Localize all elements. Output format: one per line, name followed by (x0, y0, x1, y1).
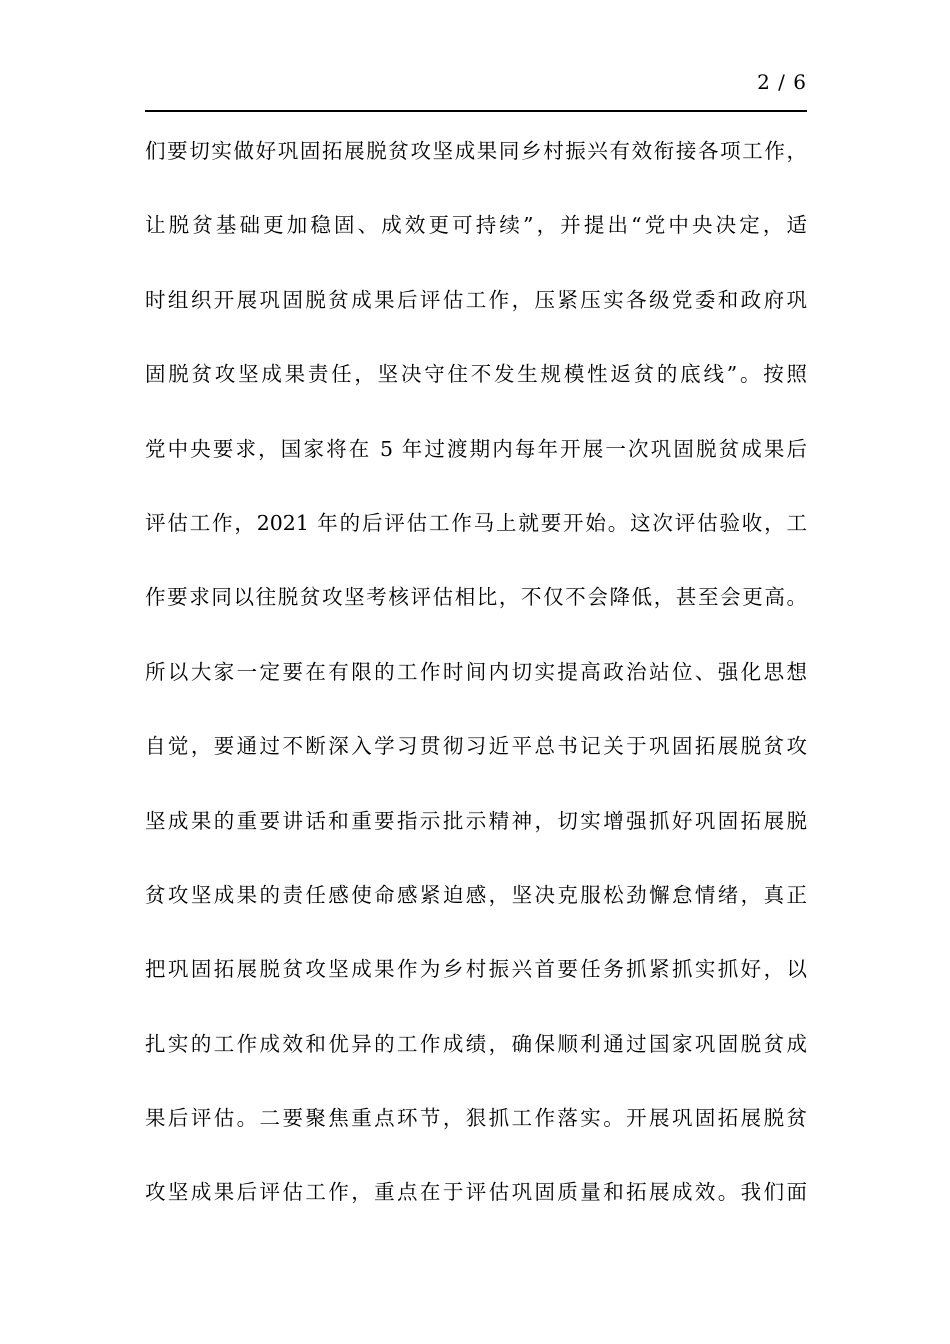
text-line: 把巩固拓展脱贫攻坚成果作为乡村振兴首要任务抓紧抓实抓好，以 (145, 957, 807, 982)
header-divider (145, 110, 807, 112)
text-line: 贫攻坚成果的责任感使命感紧迫感，坚决克服松劲懈怠情绪，真正 (145, 882, 807, 907)
text-line: 党中央要求，国家将在 5 年过渡期内每年开展一次巩固脱贫成果后 (145, 436, 807, 461)
text-line: 作要求同以往脱贫攻坚考核评估相比，不仅不会降低，甚至会更高。 (145, 585, 807, 610)
text-line: 自觉，要通过不断深入学习贯彻习近平总书记关于巩固拓展脱贫攻 (145, 734, 807, 759)
text-line: 评估工作，2021 年的后评估工作马上就要开始。这次评估验收，工 (145, 510, 807, 535)
text-line: 时组织开展巩固脱贫成果后评估工作，压紧压实各级党委和政府巩 (145, 287, 807, 312)
text-line: 所以大家一定要在有限的工作时间内切实提高政治站位、强化思想 (145, 659, 807, 684)
page-number: 2 / 6 (757, 70, 807, 94)
text-line: 攻坚成果后评估工作，重点在于评估巩固质量和拓展成效。我们面 (145, 1180, 807, 1205)
text-line: 坚成果的重要讲话和重要指示批示精神，切实增强抓好巩固拓展脱 (145, 808, 807, 833)
text-line: 让脱贫基础更加稳固、成效更可持续”，并提出“党中央决定，适 (145, 213, 807, 238)
text-line: 果后评估。二要聚焦重点环节，狠抓工作落实。开展巩固拓展脱贫 (145, 1106, 807, 1131)
text-line: 扎实的工作成效和优异的工作成绩，确保顺利通过国家巩固脱贫成 (145, 1031, 807, 1056)
text-line: 们要切实做好巩固拓展脱贫攻坚成果同乡村振兴有效衔接各项工作， (145, 139, 807, 163)
text-line: 固脱贫攻坚成果责任，坚决守住不发生规模性返贫的底线”。按照 (145, 362, 807, 387)
body-text (145, 131, 807, 1247)
